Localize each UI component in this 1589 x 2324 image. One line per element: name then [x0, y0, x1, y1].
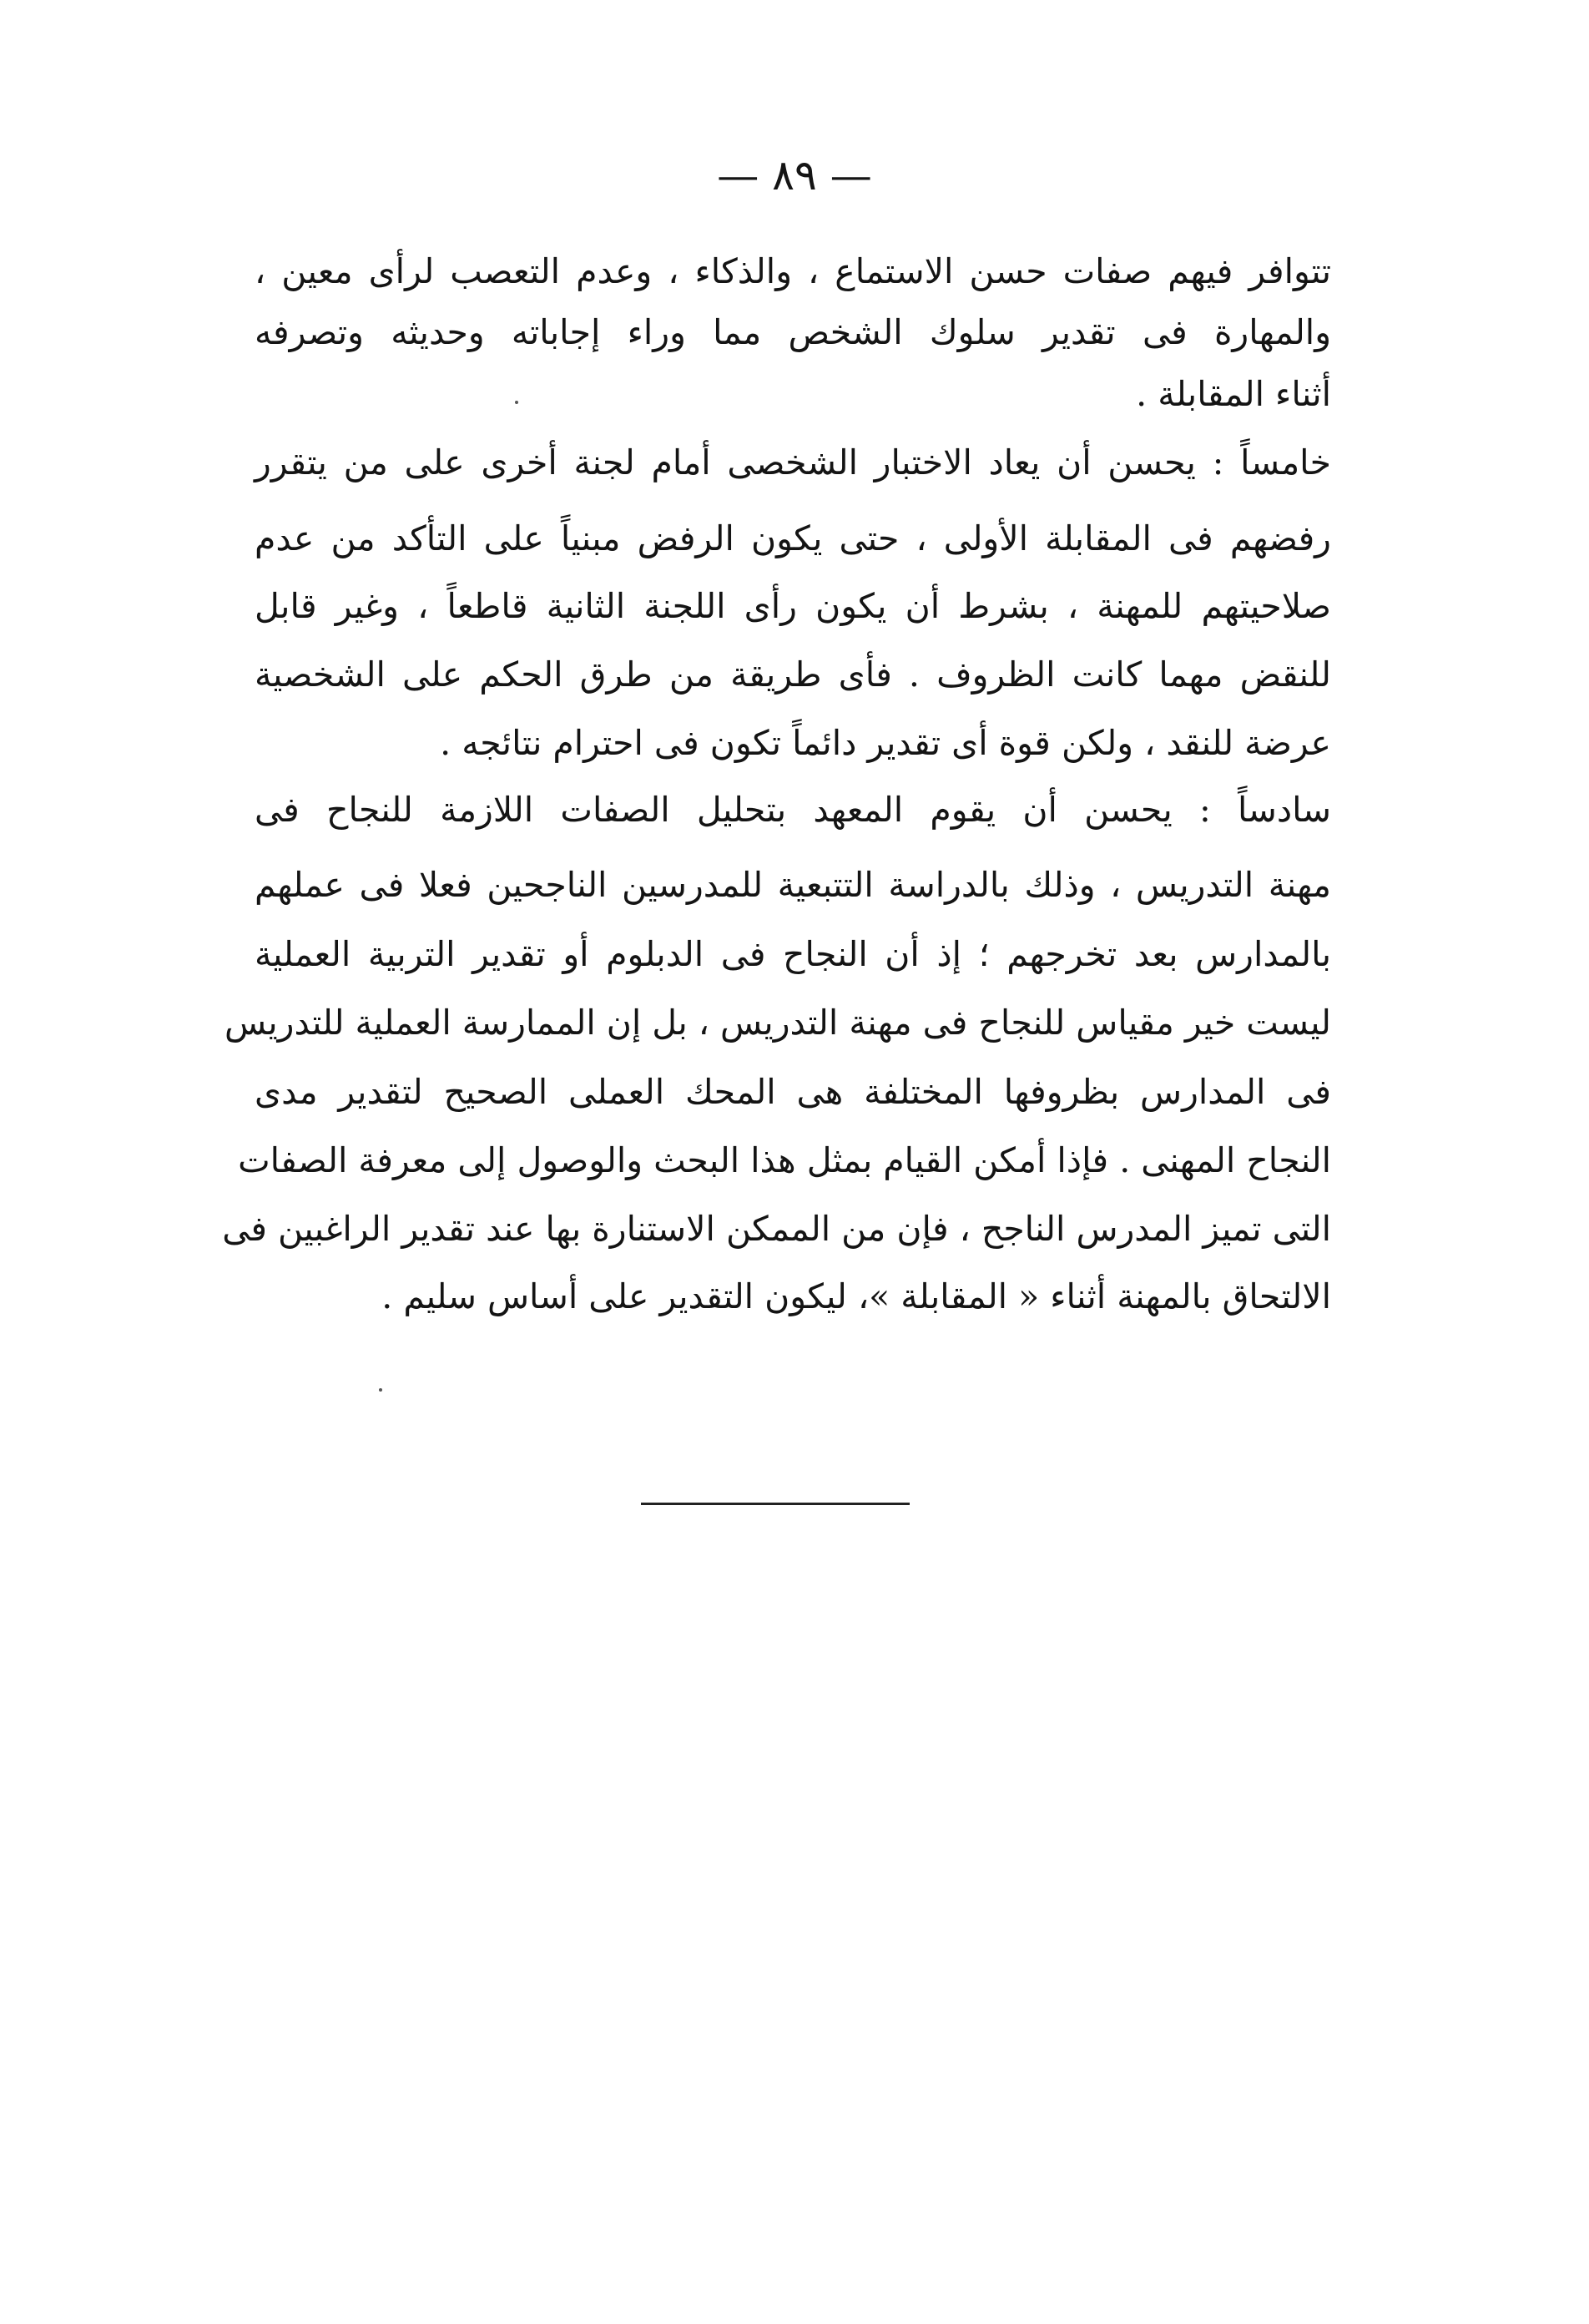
text-line: مهنة التدريس ، وذلك بالدراسة التتبعية للمدرسين الناجحين فعلا فى عملهم — [255, 865, 1331, 905]
text-line: التى تميز المدرس الناجح ، فإن من الممكن الاستنارة بها عند تقدير الراغبين فى — [222, 1209, 1331, 1249]
section-six-line: سادساً : يحسن أن يقوم المعهد بتحليل الصفات اللازمة للنجاح فى — [255, 790, 1331, 830]
text-line: أثناء المقابلة . — [1136, 374, 1331, 414]
text-line: ليست خير مقياس للنجاح فى مهنة التدريس ، بل إن الممارسة العملية للتدريس — [224, 1003, 1331, 1043]
text-line: النجاح المهنى . فإذا أمكن القيام بمثل هذا البحث والوصول إلى معرفة الصفات — [238, 1140, 1331, 1180]
end-rule — [641, 1503, 910, 1505]
text-line: تتوافر فيهم صفات حسن الاستماع ، والذكاء ، وعدم التعصب لرأى معين ، — [255, 251, 1331, 291]
text-line: للنقض مهما كانت الظروف . فأى طريقة من طرق الحكم على الشخصية — [255, 654, 1331, 695]
text-line: عرضة للنقد ، ولكن قوة أى تقدير دائماً تكون فى احترام نتائجه . — [440, 723, 1331, 763]
scan-speck — [515, 401, 518, 404]
text-line: والمهارة فى تقدير سلوك الشخص مما وراء إجاباته وحديثه وتصرفه — [255, 312, 1331, 352]
text-line: فى المدارس بظروفها المختلفة هى المحك العملى الصحيح لتقدير مدى — [255, 1072, 1331, 1112]
text-line: رفضهم فى المقابلة الأولى ، حتى يكون الرفض مبنياً على التأكد من عدم — [255, 518, 1331, 558]
text-line: بالمدارس بعد تخرجهم ؛ إذ أن النجاح فى الدبلوم أو تقدير التربية العملية — [255, 934, 1331, 974]
page-number: — ٨٩ — — [717, 151, 872, 200]
text-line: صلاحيتهم للمهنة ، بشرط أن يكون رأى اللجنة الثانية قاطعاً ، وغير قابل — [255, 586, 1331, 626]
section-five-line: خامساً : يحسن أن يعاد الاختبار الشخصى أمام لجنة أخرى على من يتقرر — [255, 442, 1331, 482]
text-line: الالتحاق بالمهنة أثناء « المقابلة »، ليكون التقدير على أساس سليم . — [381, 1276, 1331, 1316]
scan-speck — [379, 1388, 382, 1392]
